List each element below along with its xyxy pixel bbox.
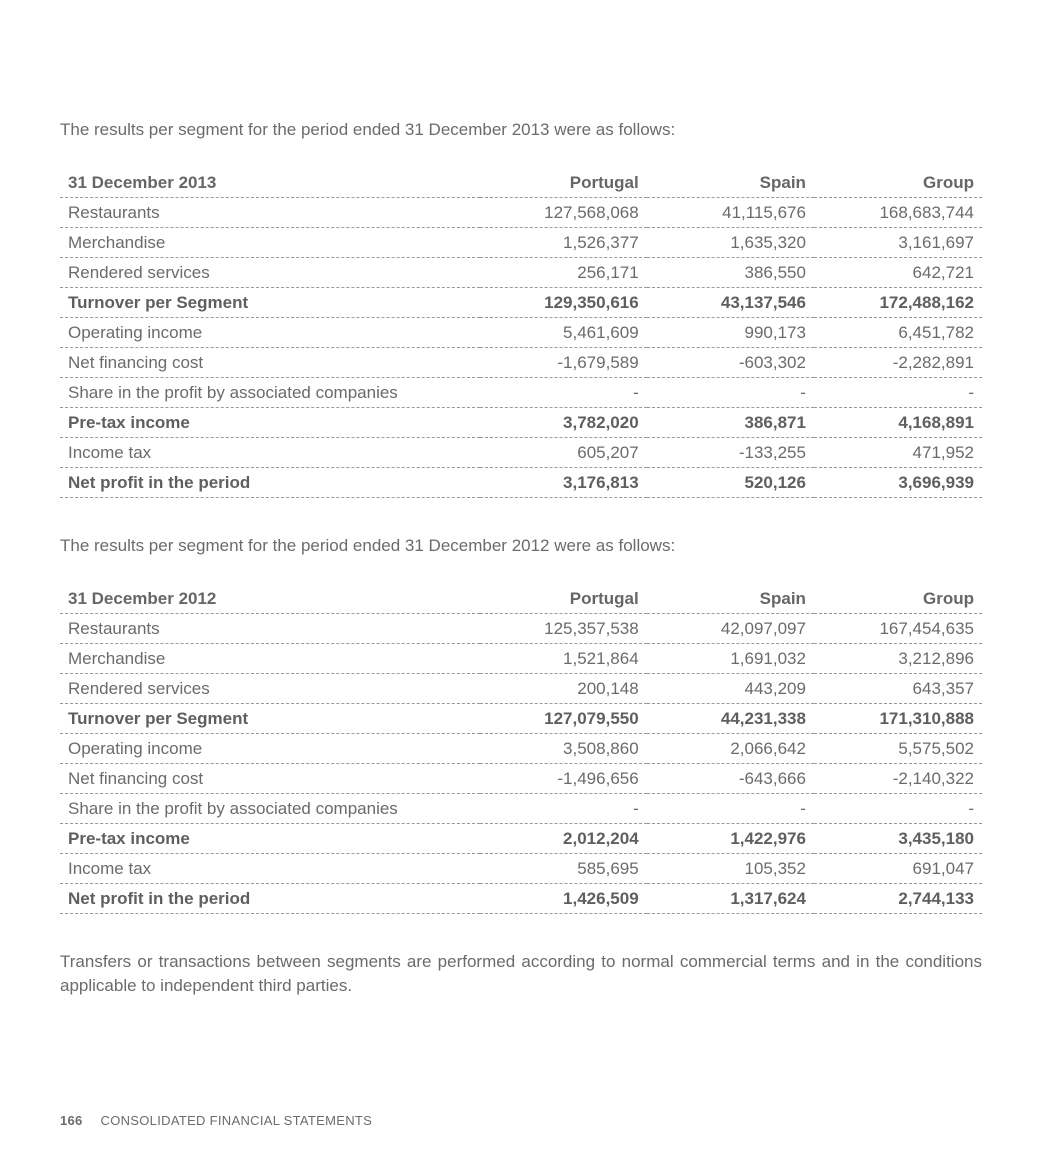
- table-row: [60, 288, 982, 318]
- spain-value: 41,115,676: [647, 198, 814, 228]
- table-row: [60, 764, 982, 794]
- table-row: [60, 674, 982, 704]
- portugal-value: -: [480, 794, 647, 824]
- table-row: [60, 348, 982, 378]
- row-label: Rendered services: [60, 258, 480, 288]
- row-label: Operating income: [60, 318, 480, 348]
- header-portugal: Portugal: [480, 168, 647, 198]
- segment-table-2013: [60, 168, 982, 498]
- group-value: 168,683,744: [814, 198, 982, 228]
- portugal-value: 3,508,860: [480, 734, 647, 764]
- spain-value: 42,097,097: [647, 614, 814, 644]
- row-label: Net profit in the period: [60, 468, 480, 498]
- group-value: 6,451,782: [814, 318, 982, 348]
- spain-value: -643,666: [647, 764, 814, 794]
- table-header-row: [60, 584, 982, 614]
- group-value: 3,696,939: [814, 468, 982, 498]
- group-value: 172,488,162: [814, 288, 982, 318]
- spain-value: 386,550: [647, 258, 814, 288]
- group-value: 171,310,888: [814, 704, 982, 734]
- portugal-value: 129,350,616: [480, 288, 647, 318]
- portugal-value: 5,461,609: [480, 318, 647, 348]
- row-label: Restaurants: [60, 198, 480, 228]
- header-portugal: Portugal: [480, 584, 647, 614]
- spain-value: 2,066,642: [647, 734, 814, 764]
- portugal-value: 1,526,377: [480, 228, 647, 258]
- header-spain: Spain: [647, 584, 814, 614]
- portugal-value: 3,782,020: [480, 408, 647, 438]
- table-row: [60, 318, 982, 348]
- group-value: 2,744,133: [814, 884, 982, 914]
- table-row: [60, 438, 982, 468]
- table-row: [60, 378, 982, 408]
- portugal-value: 127,079,550: [480, 704, 647, 734]
- group-value: 4,168,891: [814, 408, 982, 438]
- table-row: [60, 884, 982, 914]
- spain-value: 1,691,032: [647, 644, 814, 674]
- row-label: Income tax: [60, 438, 480, 468]
- segment-table-2012: [60, 584, 982, 914]
- row-label: Rendered services: [60, 674, 480, 704]
- group-value: 167,454,635: [814, 614, 982, 644]
- row-label: Net financing cost: [60, 348, 480, 378]
- portugal-value: 585,695: [480, 854, 647, 884]
- table-row: [60, 228, 982, 258]
- row-label: Merchandise: [60, 644, 480, 674]
- header-period: 31 December 2013: [60, 168, 480, 198]
- header-group: Group: [814, 584, 982, 614]
- table-row: [60, 824, 982, 854]
- row-label: Turnover per Segment: [60, 288, 480, 318]
- group-value: 5,575,502: [814, 734, 982, 764]
- row-label: Pre-tax income: [60, 824, 480, 854]
- spain-value: 1,317,624: [647, 884, 814, 914]
- spain-value: 1,422,976: [647, 824, 814, 854]
- row-label: Restaurants: [60, 614, 480, 644]
- spain-value: 520,126: [647, 468, 814, 498]
- group-value: 642,721: [814, 258, 982, 288]
- table-row: [60, 734, 982, 764]
- row-label: Operating income: [60, 734, 480, 764]
- spain-value: -: [647, 378, 814, 408]
- portugal-value: 605,207: [480, 438, 647, 468]
- row-label: Share in the profit by associated companies: [60, 378, 480, 408]
- table-header-row: [60, 168, 982, 198]
- portugal-value: -1,496,656: [480, 764, 647, 794]
- portugal-value: -: [480, 378, 647, 408]
- spain-value: 990,173: [647, 318, 814, 348]
- table-row: [60, 258, 982, 288]
- spain-value: 44,231,338: [647, 704, 814, 734]
- portugal-value: 125,357,538: [480, 614, 647, 644]
- spain-value: 386,871: [647, 408, 814, 438]
- row-label: Merchandise: [60, 228, 480, 258]
- portugal-value: 2,012,204: [480, 824, 647, 854]
- row-label: Share in the profit by associated companies: [60, 794, 480, 824]
- spain-value: -603,302: [647, 348, 814, 378]
- group-value: -2,140,322: [814, 764, 982, 794]
- portugal-value: 200,148: [480, 674, 647, 704]
- row-label: Turnover per Segment: [60, 704, 480, 734]
- group-value: -: [814, 378, 982, 408]
- spain-value: 1,635,320: [647, 228, 814, 258]
- portugal-value: -1,679,589: [480, 348, 647, 378]
- portugal-value: 1,521,864: [480, 644, 647, 674]
- table-row: [60, 198, 982, 228]
- table-row: [60, 704, 982, 734]
- table-row: [60, 614, 982, 644]
- closing-paragraph: Transfers or transactions between segments are performed according to normal commercial terms and in the conditions applicable to independent third parties.: [60, 952, 982, 995]
- intro-2013: The results per segment for the period ended 31 December 2013 were as follows:: [60, 120, 676, 139]
- table-row: [60, 644, 982, 674]
- header-group: Group: [814, 168, 982, 198]
- group-value: 3,161,697: [814, 228, 982, 258]
- page-number: 166: [60, 1113, 83, 1128]
- group-value: 643,357: [814, 674, 982, 704]
- spain-value: -: [647, 794, 814, 824]
- spain-value: -133,255: [647, 438, 814, 468]
- portugal-value: 127,568,068: [480, 198, 647, 228]
- row-label: Pre-tax income: [60, 408, 480, 438]
- footer-section-title: CONSOLIDATED FINANCIAL STATEMENTS: [100, 1113, 373, 1128]
- portugal-value: 1,426,509: [480, 884, 647, 914]
- group-value: -: [814, 794, 982, 824]
- group-value: 3,212,896: [814, 644, 982, 674]
- page-footer: [60, 1113, 372, 1128]
- header-period: 31 December 2012: [60, 584, 480, 614]
- spain-value: 105,352: [647, 854, 814, 884]
- group-value: 3,435,180: [814, 824, 982, 854]
- spain-value: 443,209: [647, 674, 814, 704]
- table-row: [60, 794, 982, 824]
- table-row: [60, 854, 982, 884]
- table-row: [60, 408, 982, 438]
- row-label: Net profit in the period: [60, 884, 480, 914]
- row-label: Income tax: [60, 854, 480, 884]
- header-spain: Spain: [647, 168, 814, 198]
- group-value: -2,282,891: [814, 348, 982, 378]
- spain-value: 43,137,546: [647, 288, 814, 318]
- group-value: 471,952: [814, 438, 982, 468]
- row-label: Net financing cost: [60, 764, 480, 794]
- table-row: [60, 468, 982, 498]
- intro-2012: The results per segment for the period ended 31 December 2012 were as follows:: [60, 536, 676, 555]
- group-value: 691,047: [814, 854, 982, 884]
- portugal-value: 256,171: [480, 258, 647, 288]
- portugal-value: 3,176,813: [480, 468, 647, 498]
